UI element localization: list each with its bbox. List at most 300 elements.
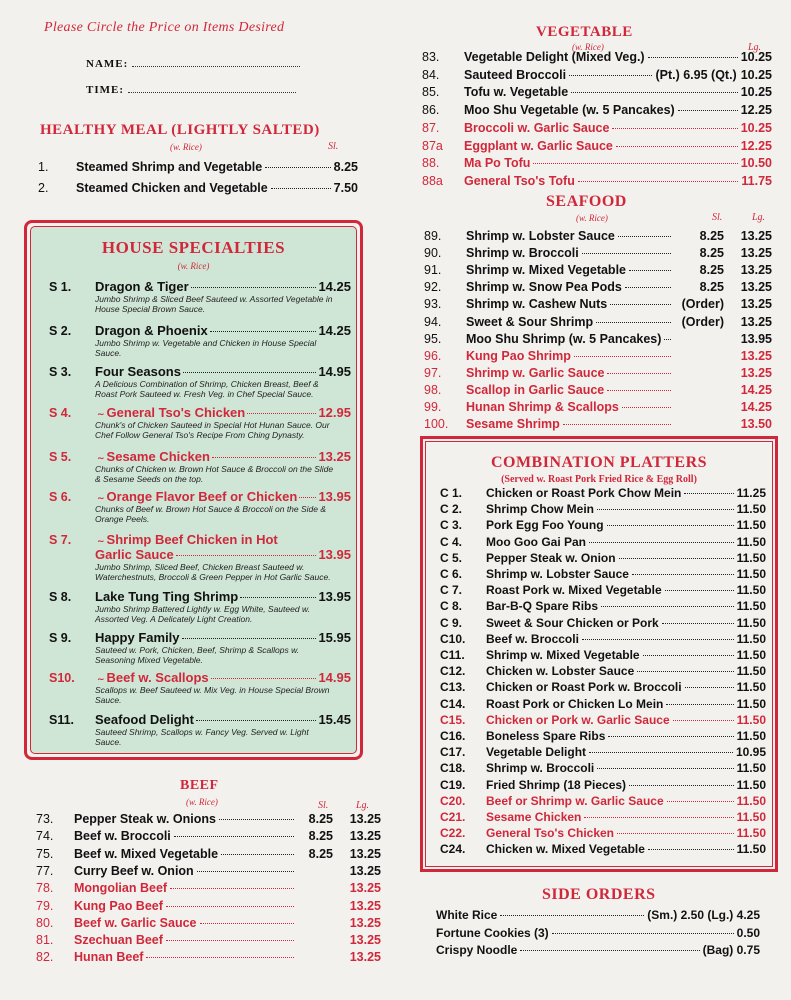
dot-leader (637, 671, 733, 672)
item-code: S 8. (49, 590, 72, 604)
healthy-item[interactable] (38, 181, 358, 195)
combo-item[interactable] (440, 632, 766, 646)
item-price[interactable]: 10.25 (740, 50, 772, 64)
item-price[interactable]: 11.50 (736, 761, 766, 776)
item-name: Roast Pork or Chicken Lo Mein (486, 696, 664, 711)
item-price[interactable]: 11.50 (736, 810, 766, 824)
item-name: Mongolian Beef (74, 881, 168, 896)
item-name: Sauteed Broccoli (464, 67, 567, 82)
dot-leader (662, 623, 734, 624)
dot-leader (182, 638, 317, 639)
vegetable-item[interactable] (422, 121, 772, 135)
combination-platters-inner (425, 441, 773, 867)
item-description: Scallops w. Beef Sauteed w. Mix Veg. in House Special Brown Sauce. (95, 685, 330, 705)
side-order-item[interactable] (436, 926, 760, 940)
item-name: Szechuan Beef (74, 933, 163, 948)
combo-item[interactable] (440, 729, 766, 743)
item-number: 1. (38, 160, 49, 174)
combo-item[interactable] (440, 616, 766, 630)
item-code: S 6. (49, 490, 72, 504)
item-code: C20. (440, 793, 466, 808)
item-price[interactable]: 11.50 (736, 615, 766, 630)
vegetable-item[interactable] (422, 174, 772, 188)
seafood-item[interactable] (424, 400, 772, 414)
item-price[interactable]: (Sm.) 2.50 (Lg.) 4.25 (647, 908, 760, 922)
item-description: A Delicious Combination of Shrimp, Chicken Breast, Beef & Roast Pork Sauteed w. Fresh Veg. in Chef Special Sauce. (95, 379, 319, 399)
circle-price-note: Please Circle the Price on Items Desired (44, 20, 285, 35)
house-specialty-item[interactable] (49, 364, 351, 399)
vegetable-item[interactable] (422, 103, 772, 117)
price-large[interactable]: 13.25 (349, 881, 381, 896)
side-order-item[interactable] (436, 908, 760, 922)
item-name: Chicken or Roast Pork Chow Mein (486, 486, 682, 500)
dot-leader (200, 923, 294, 924)
seafood-item[interactable] (424, 417, 772, 431)
combo-item[interactable] (440, 826, 766, 840)
house-item-line (49, 670, 351, 685)
combo-item[interactable] (440, 680, 766, 694)
item-price[interactable]: 11.50 (736, 793, 766, 808)
price-large[interactable]: 13.25 (740, 263, 772, 278)
vegetable-item[interactable] (422, 68, 772, 82)
dot-leader (629, 270, 671, 271)
item-code: C21. (440, 810, 466, 824)
item-price[interactable]: 8.25 (333, 160, 358, 174)
vegetable-item[interactable] (422, 139, 772, 153)
price-large[interactable]: 13.95 (740, 331, 772, 346)
combo-item[interactable] (440, 810, 766, 824)
seafood-item[interactable] (424, 297, 772, 311)
price-pint-quart[interactable]: (Pt.) 6.95 (Qt.) (655, 67, 737, 82)
item-code: C 7. (440, 583, 463, 598)
vegetable-title: VEGETABLE (536, 24, 633, 40)
item-price[interactable]: 11.50 (736, 550, 766, 565)
combo-item[interactable] (440, 745, 766, 759)
price-large[interactable]: 13.25 (740, 280, 772, 295)
item-price[interactable]: 11.25 (736, 486, 766, 500)
item-name: Crispy Noodle (436, 943, 518, 957)
pepper-icon: ∼ (97, 536, 105, 546)
dot-leader (221, 854, 294, 855)
house-item-line (49, 712, 351, 727)
dot-leader (618, 236, 671, 237)
dot-leader (608, 736, 733, 737)
item-price[interactable]: 11.50 (736, 502, 766, 517)
dot-leader (219, 819, 294, 820)
price-small[interactable]: 8.25 (699, 280, 724, 295)
item-name: Sesame Chicken (106, 449, 210, 464)
price-large[interactable]: 13.25 (349, 915, 381, 930)
item-number: 80. (36, 915, 54, 930)
house-item-line (49, 589, 351, 604)
item-price[interactable]: 11.50 (736, 696, 766, 711)
dot-leader (664, 339, 671, 340)
item-number: 89. (424, 229, 442, 243)
combo-item[interactable] (440, 761, 766, 775)
beef-col-lg: Lg. (356, 800, 370, 811)
price-large[interactable]: 13.25 (740, 246, 772, 261)
vegetable-item[interactable] (422, 156, 772, 170)
combo-item[interactable] (440, 583, 766, 597)
house-item-line (49, 449, 351, 464)
combo-item[interactable] (440, 599, 766, 613)
dot-leader (197, 871, 294, 872)
name-label: NAME: (86, 58, 129, 70)
combo-item[interactable] (440, 502, 766, 516)
seafood-item[interactable] (424, 383, 772, 397)
item-price[interactable]: 12.25 (740, 103, 772, 118)
combo-item[interactable] (440, 486, 766, 500)
item-name: Dragon & Phoenix (95, 323, 208, 338)
price-large[interactable]: 13.25 (740, 365, 772, 380)
combo-item[interactable] (440, 551, 766, 565)
price-large[interactable]: 13.50 (740, 417, 772, 432)
dot-leader (166, 940, 294, 941)
combo-item[interactable] (440, 697, 766, 711)
item-name: Ma Po Tofu (464, 156, 531, 171)
seafood-item[interactable] (424, 280, 772, 294)
combo-sub: (Served w. Roast Pork Fried Rice & Egg Roll) (501, 474, 697, 485)
item-price[interactable]: 10.25 (740, 85, 772, 100)
dot-leader (597, 509, 734, 510)
item-name: Chicken or Roast Pork w. Broccoli (486, 680, 682, 695)
item-code: S 4. (49, 406, 72, 420)
house-item-line (49, 323, 351, 338)
house-specialty-item[interactable] (49, 323, 351, 358)
item-price[interactable]: 13.25 (318, 449, 351, 464)
item-name: Broccoli w. Garlic Sauce (464, 120, 610, 135)
dot-leader (625, 287, 671, 288)
dot-leader (265, 167, 330, 168)
item-code: C24. (440, 842, 466, 857)
dot-leader (607, 525, 734, 526)
price-small[interactable]: 8.25 (699, 263, 724, 278)
dot-leader (678, 110, 738, 111)
item-name: Fried Shrimp (18 Pieces) (486, 777, 627, 792)
item-code: S 1. (49, 280, 72, 294)
item-price[interactable]: 10.95 (735, 745, 766, 760)
dot-leader (211, 678, 317, 679)
item-name: Scallop in Garlic Sauce (466, 382, 605, 397)
price-large[interactable]: 14.25 (740, 400, 772, 414)
item-price[interactable]: 15.95 (318, 630, 351, 645)
beef-item[interactable] (36, 916, 381, 930)
price-small[interactable]: 8.25 (308, 829, 333, 844)
item-number: 90. (424, 246, 442, 261)
price-large[interactable]: 13.25 (740, 348, 772, 363)
house-specialties-inner (30, 226, 357, 754)
item-name: Beef w. Scallops (106, 670, 209, 685)
item-number: 83. (422, 50, 440, 64)
price-small[interactable]: 8.25 (699, 229, 724, 243)
item-description: Jumbo Shrimp & Sliced Beef Sauteed w. Assorted Vegetable in House Special Brown Sauce. (95, 294, 333, 314)
price-small[interactable]: 8.25 (308, 846, 333, 861)
price-large[interactable]: 13.25 (349, 950, 381, 965)
beef-item[interactable] (36, 864, 381, 878)
time-field[interactable] (86, 84, 296, 96)
vegetable-item[interactable] (422, 50, 772, 64)
item-price[interactable]: 7.50 (333, 181, 358, 195)
item-price[interactable]: 14.95 (318, 364, 351, 379)
price-large[interactable]: 13.25 (740, 229, 772, 243)
seafood-col-lg: Lg. (752, 212, 766, 223)
price-large[interactable]: 13.25 (349, 933, 381, 948)
item-price[interactable]: 0.50 (736, 925, 760, 940)
seafood-item[interactable] (424, 246, 772, 260)
seafood-item[interactable] (424, 366, 772, 380)
dot-leader (597, 768, 733, 769)
dot-leader (629, 785, 734, 786)
combo-title: COMBINATION PLATTERS (490, 454, 708, 471)
item-price[interactable]: 11.50 (736, 648, 766, 662)
item-price[interactable]: 14.25 (318, 323, 351, 338)
item-name: Beef w. Garlic Sauce (74, 915, 197, 930)
item-price[interactable]: 11.50 (736, 567, 766, 581)
house-item-line2 (95, 547, 351, 562)
item-price[interactable]: 11.50 (736, 664, 766, 679)
item-price[interactable]: 11.50 (736, 777, 766, 792)
seafood-title: SEAFOOD (546, 193, 627, 210)
item-name: Beef w. Broccoli (486, 631, 579, 646)
beef-item[interactable] (36, 933, 381, 947)
item-name: Eggplant w. Garlic Sauce (464, 138, 613, 153)
dot-leader (574, 356, 671, 357)
item-price[interactable]: 10.25 (740, 67, 772, 82)
item-description: Sauteed w. Pork, Chicken, Beef, Shrimp & Scallops w. Seasoning Mixed Vegetable. (95, 645, 300, 665)
item-name: Fortune Cookies (3) (436, 925, 549, 940)
combo-item[interactable] (440, 567, 766, 581)
item-number: 79. (36, 898, 54, 913)
item-price[interactable]: (Bag) 0.75 (702, 943, 760, 957)
item-price[interactable]: 11.50 (736, 826, 766, 841)
price-large[interactable]: 13.25 (349, 898, 381, 913)
item-name: Sesame Shrimp (466, 417, 560, 432)
pepper-icon: ∼ (97, 453, 105, 463)
combo-item[interactable] (440, 778, 766, 792)
item-price[interactable]: 14.25 (318, 279, 351, 294)
item-code: C 9. (440, 615, 463, 630)
item-code: C14. (440, 696, 466, 711)
item-price[interactable]: 11.50 (736, 599, 766, 614)
dot-leader (146, 957, 294, 958)
price-small[interactable]: (Order) (681, 314, 724, 329)
dot-leader (648, 57, 738, 58)
healthy-title: HEALTHY MEAL (LIGHTLY SALTED) (40, 122, 320, 138)
beef-item[interactable] (36, 847, 381, 861)
pepper-icon: ∼ (97, 493, 105, 503)
dot-leader (582, 253, 671, 254)
dot-leader (563, 424, 671, 425)
item-description: Jumbo Shrimp w. Vegetable and Chicken in House Special Sauce. (95, 338, 317, 358)
item-price[interactable]: 12.95 (318, 405, 351, 420)
item-price[interactable]: 14.95 (318, 670, 351, 685)
beef-item[interactable] (36, 812, 381, 826)
dot-leader (271, 188, 331, 189)
house-specialty-item[interactable] (49, 489, 351, 524)
item-price[interactable]: 13.95 (318, 547, 351, 562)
item-code: C19. (440, 777, 466, 792)
item-price[interactable]: 13.95 (318, 489, 351, 504)
item-name: Curry Beef w. Onion (74, 863, 194, 878)
item-name: General Tso's Chicken (486, 826, 615, 841)
item-name: Lake Tung Ting Shrimp (95, 589, 239, 604)
item-code: C 1. (440, 486, 463, 500)
house-specialty-item[interactable] (49, 589, 351, 624)
house-item-line (49, 489, 351, 504)
item-code: C18. (440, 761, 466, 776)
combo-item[interactable] (440, 713, 766, 727)
item-description: Chunk's of Chicken Sauteed in Special Hot Hunan Sauce. Our Chef Follow General Tso's Recipe From Ching Dynasty. (95, 420, 330, 440)
item-name: Hunan Shrimp & Scallops (466, 400, 619, 414)
house-specialties-box (24, 220, 363, 760)
seafood-item[interactable] (424, 332, 772, 346)
price-large[interactable]: 13.25 (349, 863, 381, 878)
dot-leader (622, 407, 671, 408)
seafood-item[interactable] (424, 349, 772, 363)
item-name: Shrimp w. Broccoli (486, 761, 595, 776)
seafood-col-sl: Sl. (712, 212, 723, 223)
combo-item[interactable] (440, 535, 766, 549)
item-code: S11. (49, 713, 75, 727)
dot-leader (616, 146, 738, 147)
name-blank[interactable] (132, 59, 300, 67)
house-specialty-item[interactable] (49, 449, 351, 484)
item-name: Moo Shu Vegetable (w. 5 Pancakes) (464, 103, 675, 118)
price-large[interactable]: 13.25 (349, 812, 381, 826)
item-number: 92. (424, 280, 442, 295)
item-number: 81. (36, 933, 54, 948)
dot-leader (589, 752, 733, 753)
item-number: 2. (38, 181, 49, 195)
item-price[interactable]: 11.50 (736, 583, 766, 598)
item-name: Tofu w. Vegetable (464, 85, 569, 100)
item-name: Chicken w. Mixed Vegetable (486, 842, 645, 857)
pepper-icon: ∼ (97, 674, 105, 684)
item-price[interactable]: 12.25 (740, 138, 772, 153)
dot-leader (170, 888, 294, 889)
price-small[interactable]: 8.25 (699, 246, 724, 261)
item-number: 84. (422, 67, 440, 82)
price-large[interactable]: 14.25 (740, 382, 772, 397)
combo-item[interactable] (440, 518, 766, 532)
dot-leader (299, 497, 316, 498)
item-price[interactable]: 10.25 (740, 120, 772, 135)
beef-item[interactable] (36, 899, 381, 913)
house-sub: (w. Rice) (177, 261, 210, 271)
item-name: Hunan Beef (74, 950, 144, 965)
item-name: Beef w. Mixed Vegetable (74, 846, 219, 861)
dot-leader (610, 304, 671, 305)
item-name: Steamed Chicken and Vegetable (76, 181, 268, 195)
item-code: S 3. (49, 365, 72, 379)
house-title: HOUSE SPECIALTIES (101, 238, 286, 257)
item-code: C13. (440, 680, 466, 695)
item-number: 93. (424, 297, 442, 312)
dot-leader (183, 372, 316, 373)
item-code: C12. (440, 664, 466, 679)
item-number: 96. (424, 348, 442, 363)
beef-item[interactable] (36, 829, 381, 843)
item-price[interactable]: 10.50 (740, 156, 772, 171)
name-field[interactable] (86, 58, 300, 70)
house-item-line (49, 405, 351, 420)
dot-leader (582, 639, 734, 640)
item-number: 97. (424, 365, 442, 380)
beef-item[interactable] (36, 881, 381, 895)
dot-leader (632, 574, 734, 575)
item-code: C15. (440, 712, 466, 727)
item-name: Shrimp w. Lobster Sauce (466, 229, 615, 243)
item-name: Sweet & Sour Shrimp (466, 314, 594, 329)
beef-item[interactable] (36, 950, 381, 964)
combo-item[interactable] (440, 794, 766, 808)
price-large[interactable]: 13.25 (740, 314, 772, 329)
time-blank[interactable] (128, 85, 296, 93)
house-specialty-item[interactable] (49, 405, 351, 440)
dot-leader (589, 542, 734, 543)
healthy-item[interactable] (38, 160, 358, 174)
item-name: Shrimp w. Mixed Vegetable (486, 648, 640, 662)
item-number: 99. (424, 400, 442, 414)
house-specialty-item[interactable] (49, 630, 351, 665)
beef-col-sl: Sl. (318, 800, 329, 811)
item-price[interactable]: 11.50 (736, 631, 766, 646)
item-price[interactable]: 11.50 (736, 680, 766, 695)
price-large[interactable]: 13.25 (740, 297, 772, 312)
seafood-item[interactable] (424, 315, 772, 329)
vegetable-item[interactable] (422, 85, 772, 99)
item-name: Vegetable Delight (486, 745, 587, 760)
item-price[interactable]: 11.50 (736, 534, 766, 549)
item-name: Sweet & Sour Chicken or Pork (486, 615, 659, 630)
seafood-item[interactable] (424, 229, 772, 243)
price-large[interactable]: 13.25 (349, 829, 381, 844)
item-price[interactable]: 13.95 (318, 589, 351, 604)
seafood-item[interactable] (424, 263, 772, 277)
combo-item[interactable] (440, 648, 766, 662)
price-large[interactable]: 13.25 (349, 846, 381, 861)
combo-item[interactable] (440, 664, 766, 678)
price-small[interactable]: (Order) (681, 297, 724, 312)
dot-leader (210, 331, 317, 332)
item-price[interactable]: 11.50 (736, 712, 766, 727)
item-price[interactable]: 11.50 (736, 518, 766, 533)
item-code: C10. (440, 631, 466, 646)
item-name: Boneless Spare Ribs (486, 729, 606, 743)
dot-leader (569, 75, 652, 76)
price-small[interactable]: 8.25 (308, 812, 333, 826)
pepper-icon: ∼ (97, 409, 105, 419)
item-number: 88a (422, 173, 443, 188)
house-specialty-item[interactable] (49, 279, 351, 314)
item-price[interactable]: 11.50 (736, 729, 766, 743)
combo-item[interactable] (440, 842, 766, 856)
item-number: 77. (36, 863, 54, 878)
item-description: Jumbo Shrimp Battered Lightly w. Egg White, Sauteed w. Assorted Veg. A Delicately Light Creation. (95, 604, 310, 624)
item-price[interactable]: 11.75 (741, 173, 772, 188)
item-number: 78. (36, 881, 54, 896)
side-order-item[interactable] (436, 943, 760, 957)
item-name: Moo Shu Shrimp (w. 5 Pancakes) (466, 331, 662, 346)
house-specialty-item[interactable] (49, 712, 351, 747)
item-price[interactable]: 11.50 (736, 842, 766, 857)
item-name: Happy Family (95, 630, 180, 645)
house-specialty-item[interactable] (49, 670, 351, 705)
time-label: TIME: (86, 84, 124, 96)
item-name: Steamed Shrimp and Vegetable (76, 160, 263, 174)
house-specialty-item[interactable] (49, 532, 351, 582)
item-price[interactable]: 15.45 (318, 712, 351, 727)
